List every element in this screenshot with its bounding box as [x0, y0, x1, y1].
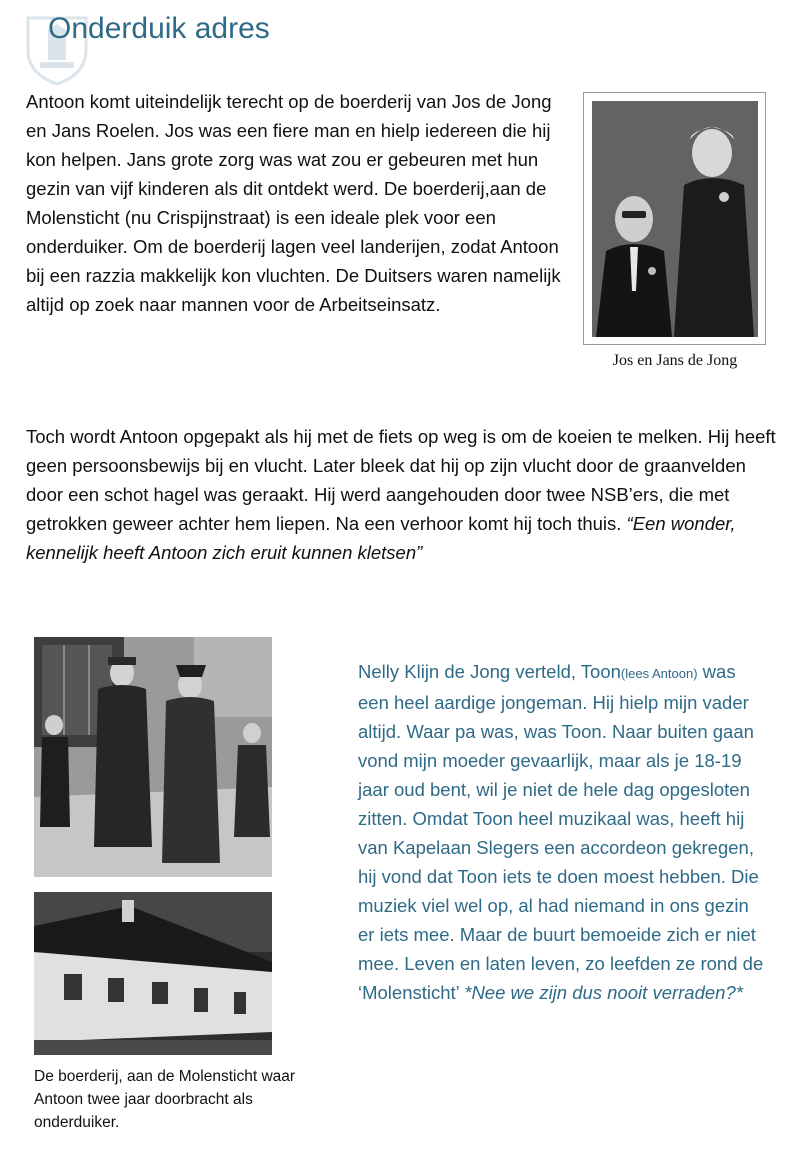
- couple-portrait-photo: [592, 101, 758, 337]
- arrest-paragraph: [26, 422, 776, 567]
- quote-text-body: was een heel aardige jongeman. Hij hielp mijn vader altijd. Waar pa was, was Toon. Naar buiten gaan vond mijn moeder gevaarlijk, maar als je 18-19 jaar oud bent, wil je niet de hele dag opgesloten zitten. Omdat Toon heel muzikaal was, heeft hij van Kapelaan Slegers een accordeon gekregen, hij vond dat Toon iets te doen moest hebben. Die muziek viel wel op, al had niemand in ons gezin er iets mee. Maar de buurt bemoeide zich er niet mee. Leven en laten leven, zo leefden ze rond de ‘Molensticht’: [358, 661, 764, 1003]
- nelly-quote: [358, 657, 768, 1007]
- page-title: Onderduik adres: [48, 12, 270, 45]
- arrest-quote: “Een wonder, kennelijk heeft Antoon zich eruit kunnen kletsen”: [26, 513, 736, 563]
- quote-text-start: Nelly Klijn de Jong verteld, Toon: [358, 661, 621, 682]
- intro-paragraph: Antoon komt uiteindelijk terecht op de boerderij van Jos de Jong en Jans Roelen. Jos was een fiere man en hielp iedereen die hij kon helpen. Jans grote zorg was wat zou er gebeuren met hun gezin van vijf kinderen als dit ontdekt werd. De boerderij,aan de Molensticht (nu Crispijnstraat) is een ideale plek voor een onderduiker. Om de boerderij lagen veel landerijen, zodat Antoon bij een razzia makkelijk kon vluchten. De Duitsers waren namelijk altijd op zoek naar mannen voor de Arbeitseinsatz.: [26, 91, 561, 315]
- farmhouse-caption: De boerderij, aan de Molensticht waar Antoon twee jaar doorbracht als onderduiker.: [34, 1068, 296, 1131]
- arrest-text: Toch wordt Antoon opgepakt als hij met de fiets op weg is om de koeien te melken. Hij heeft geen persoonsbewijs bij en vlucht. Later bleek dat hij op zijn vlucht door de graanvelden door een schot hagel was geraakt. Hij werd aangehouden door twee NSB’ers, die met getrokken geweer achter hem liepen. Na een verhoor komt hij toch thuis.: [26, 426, 776, 534]
- quote-italic-end: *Nee we zijn dus nooit verraden?*: [464, 982, 743, 1003]
- portrait-caption: Jos en Jans de Jong: [612, 352, 738, 369]
- portrait-photo-frame: [583, 92, 766, 345]
- street-scene-photo: [34, 637, 272, 877]
- quote-aside: (lees Antoon): [620, 666, 698, 681]
- farmhouse-photo: [34, 892, 272, 1055]
